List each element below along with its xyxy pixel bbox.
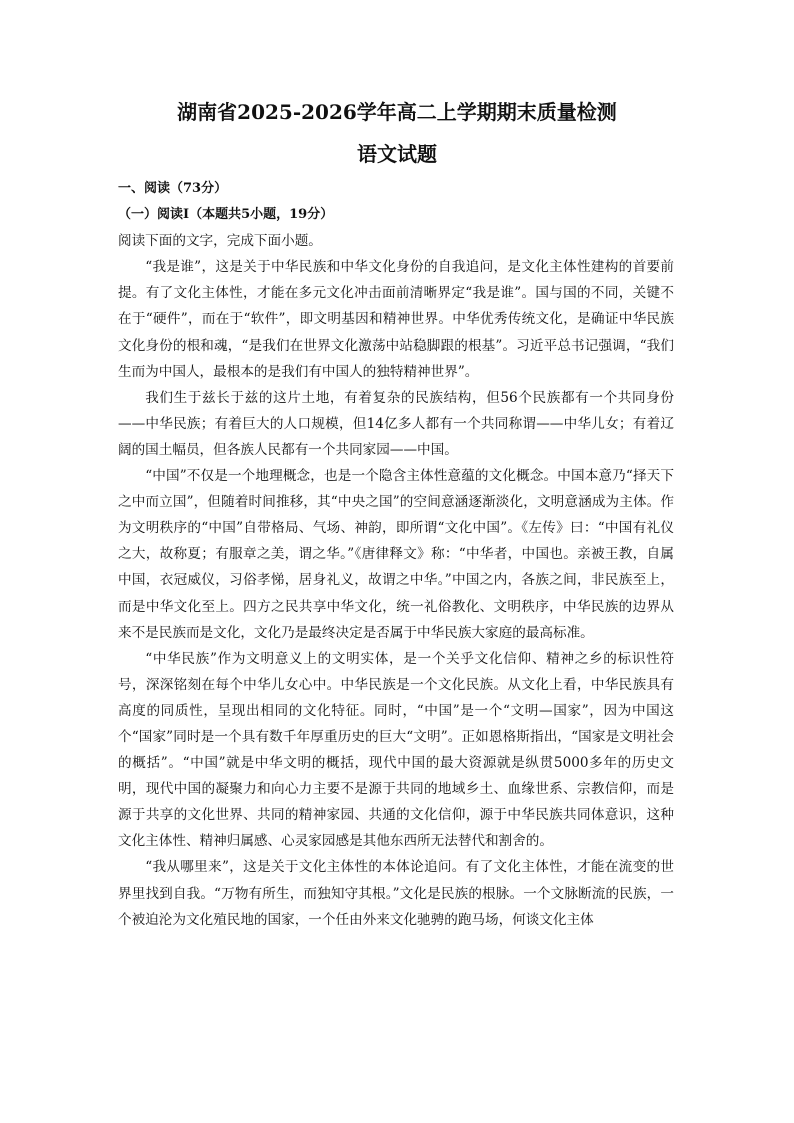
passage-paragraph-5: “我从哪里来”，这是关于文化主体性的本体论追问。有了文化主体性，才能在流变的世界里找到自我。“万物有所生，而独知守其根。”文化是民族的根脉。一个文脉断流的民族，一个被迫沦为文化殖民地的国家，一个任由外来文化驰骋的跑马场，何谈文化主体 bbox=[118, 859, 674, 928]
passage-paragraph-2: 我们生于兹长于兹的这片土地，有着复杂的民族结构，但56个民族都有一个共同身份——中华民族；有着巨大的人口规模，但14亿多人都有一个共同称谓——中华儿女；有着辽阔的国土幅员，但各族人民都有一个共同家园——中国。 bbox=[118, 389, 674, 458]
passage-paragraph-1: “我是谁”，这是关于中华民族和中华文化身份的自我追问，是文化主体性建构的首要前提。有了文化主体性，才能在多元文化冲击面前清晰界定“我是谁”。国与国的不同，关键不在于“硬件”，而在于“软件”，即文明基因和精神世界。中华优秀传统文化，是确证中华民族文化身份的根和魂，“是我们在世界文化激荡中站稳脚跟的根基”。习近平总书记强调，“我们生而为中国人，最根本的是我们有中国人的独特精神世界”。 bbox=[118, 259, 674, 380]
instruction-text: 阅读下面的文字，完成下面小题。 bbox=[118, 233, 322, 250]
subsection-heading-reading-one: （一）阅读Ⅰ（本题共5小题，19分） bbox=[118, 207, 334, 223]
passage-paragraph-3: “中国”不仅是一个地理概念，也是一个隐含主体性意蕴的文化概念。中国本意乃“择天下之中而立国”，但随着时间推移，其“中央之国”的空间意涵逐渐淡化，文明意涵成为主体。作为文明秩序的“中国”自带格局、气场、神韵，即所谓“文化中国”。《左传》曰：“中国有礼仪之大，故称夏；有服章之美，谓之华。”《唐律释文》称：“中华者，中国也。亲被王教，自属中国，衣冠威仪，习俗孝悌，居身礼义，故谓之中华。”中国之内，各族之间，非民族至上，而是中华文化至上。四方之民共享中华文化，统一礼俗教化、文明秩序，中华民族的边界从来不是民族而是文化，文化乃是最终决定是否属于中华民族大家庭的最高标准。 bbox=[118, 468, 674, 641]
document-title: 湖南省2025-2026学年高二上学期期末质量检测 bbox=[177, 100, 617, 124]
document-subtitle: 语文试题 bbox=[357, 142, 437, 166]
passage-paragraph-4: “中华民族”作为文明意义上的文明实体，是一个关乎文化信仰、精神之乡的标识性符号，深深铭刻在每个中华儿女心中。中华民族是一个文化民族。从文化上看，中华民族具有高度的同质性，呈现出相同的文化特征。同时，“中国”是一个“文明—国家”，因为中国这个“国家”同时是一个具有数千年厚重历史的巨大“文明”。正如恩格斯指出，“国家是文明社会的概括”。“中国”就是中华文明的概括，现代中国的最大资源就是纵贯5000多年的历史文明，现代中国的凝聚力和向心力主要不是源于共同的地域乡土、血缘世系、宗教信仰，而是源于共享的文化世界、共同的精神家园、共通的文化信仰，源于中华民族共同体意识，这种文化主体性、精神归属感、心灵家园感是其他东西所无法替代和割舍的。 bbox=[118, 650, 674, 850]
section-heading-reading: 一、阅读（73分） bbox=[118, 181, 228, 196]
document-body bbox=[118, 176, 674, 933]
